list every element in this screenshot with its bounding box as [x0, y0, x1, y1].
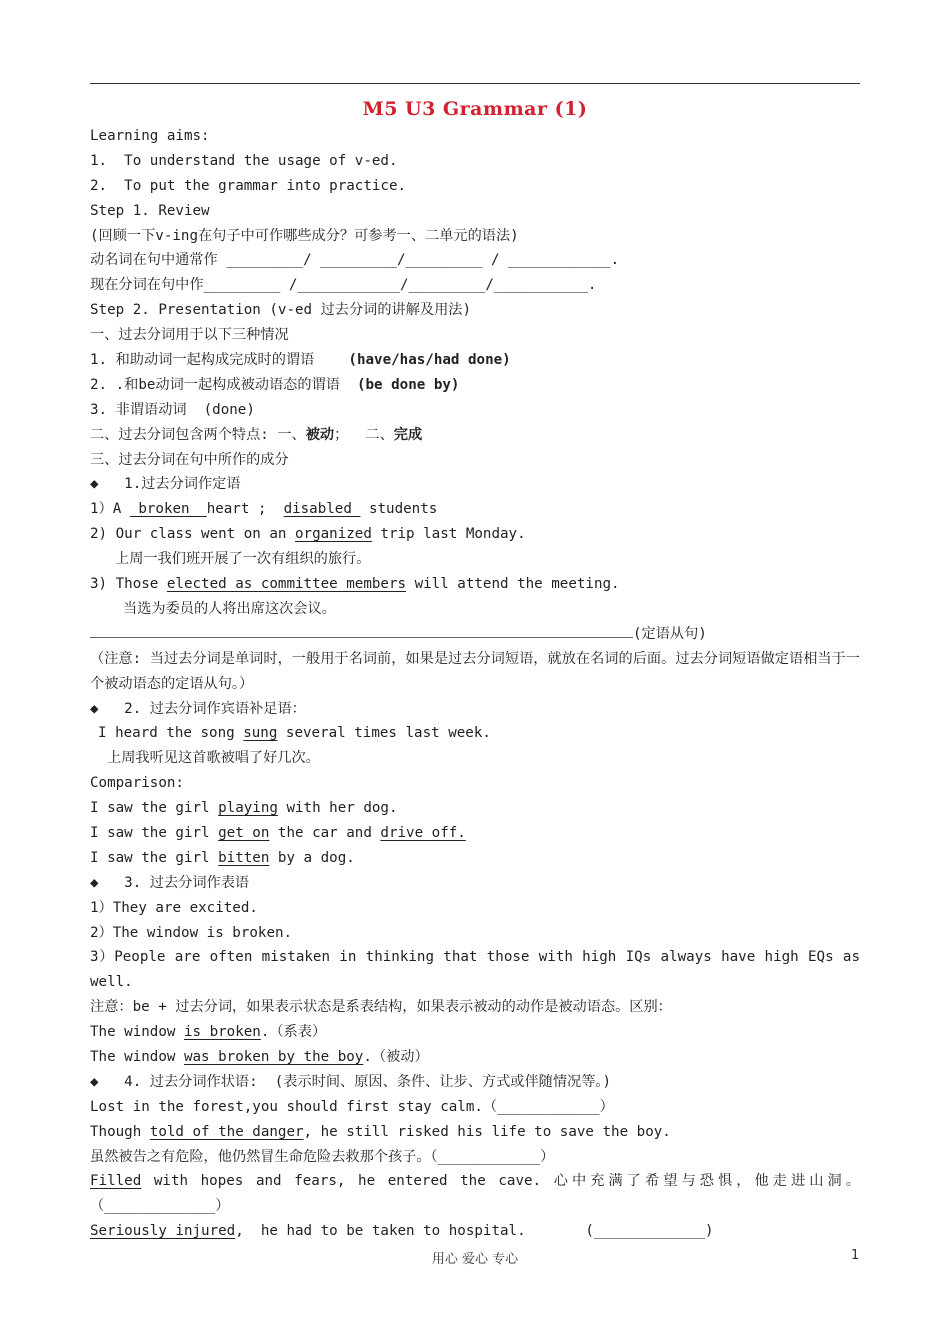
header-rule — [90, 83, 860, 84]
text-line: Comparison: — [90, 775, 184, 792]
text-line: The window is broken.（系表） — [90, 1024, 327, 1041]
text-line: ◆ 2. 过去分词作宾语补足语： — [90, 700, 306, 717]
text-line: 上周我听见这首歌被唱了好几次。 — [107, 750, 320, 767]
text-line: 1. To understand the usage of v-ed. — [90, 152, 398, 169]
text-line: Seriously injured, he had to be taken to hospital. (_____________) — [90, 1223, 714, 1240]
text-line: 3) Those elected as committee members will attend the meeting. — [90, 576, 620, 593]
text-line: 二、过去分词包含两个特点: 一、被动； 二、完成 — [90, 426, 423, 443]
text-line: I saw the girl get on the car and drive off. — [90, 824, 466, 841]
text-line: Though told of the danger, he still risked his life to save the boy. — [90, 1123, 671, 1140]
text-paragraph: （注意: 当过去分词是单词时，一般用于名词前，如果是过去分词短语，就放在名词的后面。过去分词短语做定语相当于一个被动语态的定语从句。） — [90, 650, 860, 692]
document-body — [90, 124, 860, 1244]
text-paragraph: Filled with hopes and fears, he entered the cave. 心中充满了希望与恐惧，他走进山洞。（_____________） — [90, 1173, 860, 1215]
text-line: 动名词在句中通常作 _________/ _________/_________ / ____________. — [90, 252, 620, 269]
text-line: ◆ 1.过去分词作定语 — [90, 476, 241, 493]
text-line: Step 2. Presentation (v-ed 过去分词的讲解及用法) — [90, 302, 472, 319]
page-footer: 用心 爱心 专心 — [431, 1252, 519, 1267]
text-line: 一、过去分词用于以下三种情况 — [90, 327, 289, 344]
text-line: I saw the girl playing with her dog. — [90, 800, 398, 817]
text-line: I saw the girl bitten by a dog. — [90, 849, 355, 866]
text-paragraph: 3）People are often mistaken in thinking that those with high IQs always have high EQs as well. — [90, 949, 860, 991]
text-line: 虽然被告之有危险，他仍然冒生命危险去救那个孩子。（____________） — [90, 1148, 555, 1165]
answer-blank — [90, 623, 633, 638]
text-line: 现在分词在句中作_________ /____________/_________/___________. — [90, 277, 597, 294]
text-line: The window was broken by the boy.（被动） — [90, 1049, 429, 1066]
text-line: 2. .和be动词一起构成被动语态的谓语 (be done by) — [90, 376, 460, 393]
text-line: ◆ 4. 过去分词作状语: (表示时间、原因、条件、让步、方式或伴随情况等。) — [90, 1073, 612, 1090]
text-line: 1）They are excited. — [90, 899, 258, 916]
page-number: 1 — [851, 1248, 860, 1263]
page-title: M5 U3 Grammar (1) — [362, 98, 588, 120]
text-line: 注意：be + 过去分词，如果表示状态是系表结构，如果表示被动的动作是被动语态。区别： — [90, 999, 672, 1016]
text-line: 1. 和助动词一起构成完成时的谓语 (have/has/had done) — [90, 352, 511, 369]
text-line: 2）The window is broken. — [90, 924, 293, 941]
text-line: (回顾一下v-ing在句子中可作哪些成分？可参考一、二单元的语法) — [90, 227, 519, 244]
text-line: 2. To put the grammar into practice. — [90, 177, 407, 194]
text-line: (定语从句) — [90, 622, 860, 647]
text-line: Step 1. Review — [90, 202, 210, 219]
text-line: ◆ 3. 过去分词作表语 — [90, 874, 250, 891]
text-line: 1）A broken heart ; disabled students — [90, 501, 438, 518]
text-line: 2) Our class went on an organized trip last Monday. — [90, 526, 526, 543]
text-line: 三、过去分词在句中所作的成分 — [90, 451, 289, 468]
text-line: 3. 非谓语动词 (done) — [90, 401, 255, 418]
text-line: 上周一我们班开展了一次有组织的旅行。 — [115, 551, 371, 568]
text-line: 当选为委员的人将出席这次会议。 — [123, 600, 336, 617]
text-line: I heard the song sung several times last week. — [98, 725, 491, 742]
text-line: Learning aims: — [90, 128, 210, 144]
text-line: Lost in the forest,you should first stay calm.（____________） — [90, 1098, 614, 1115]
